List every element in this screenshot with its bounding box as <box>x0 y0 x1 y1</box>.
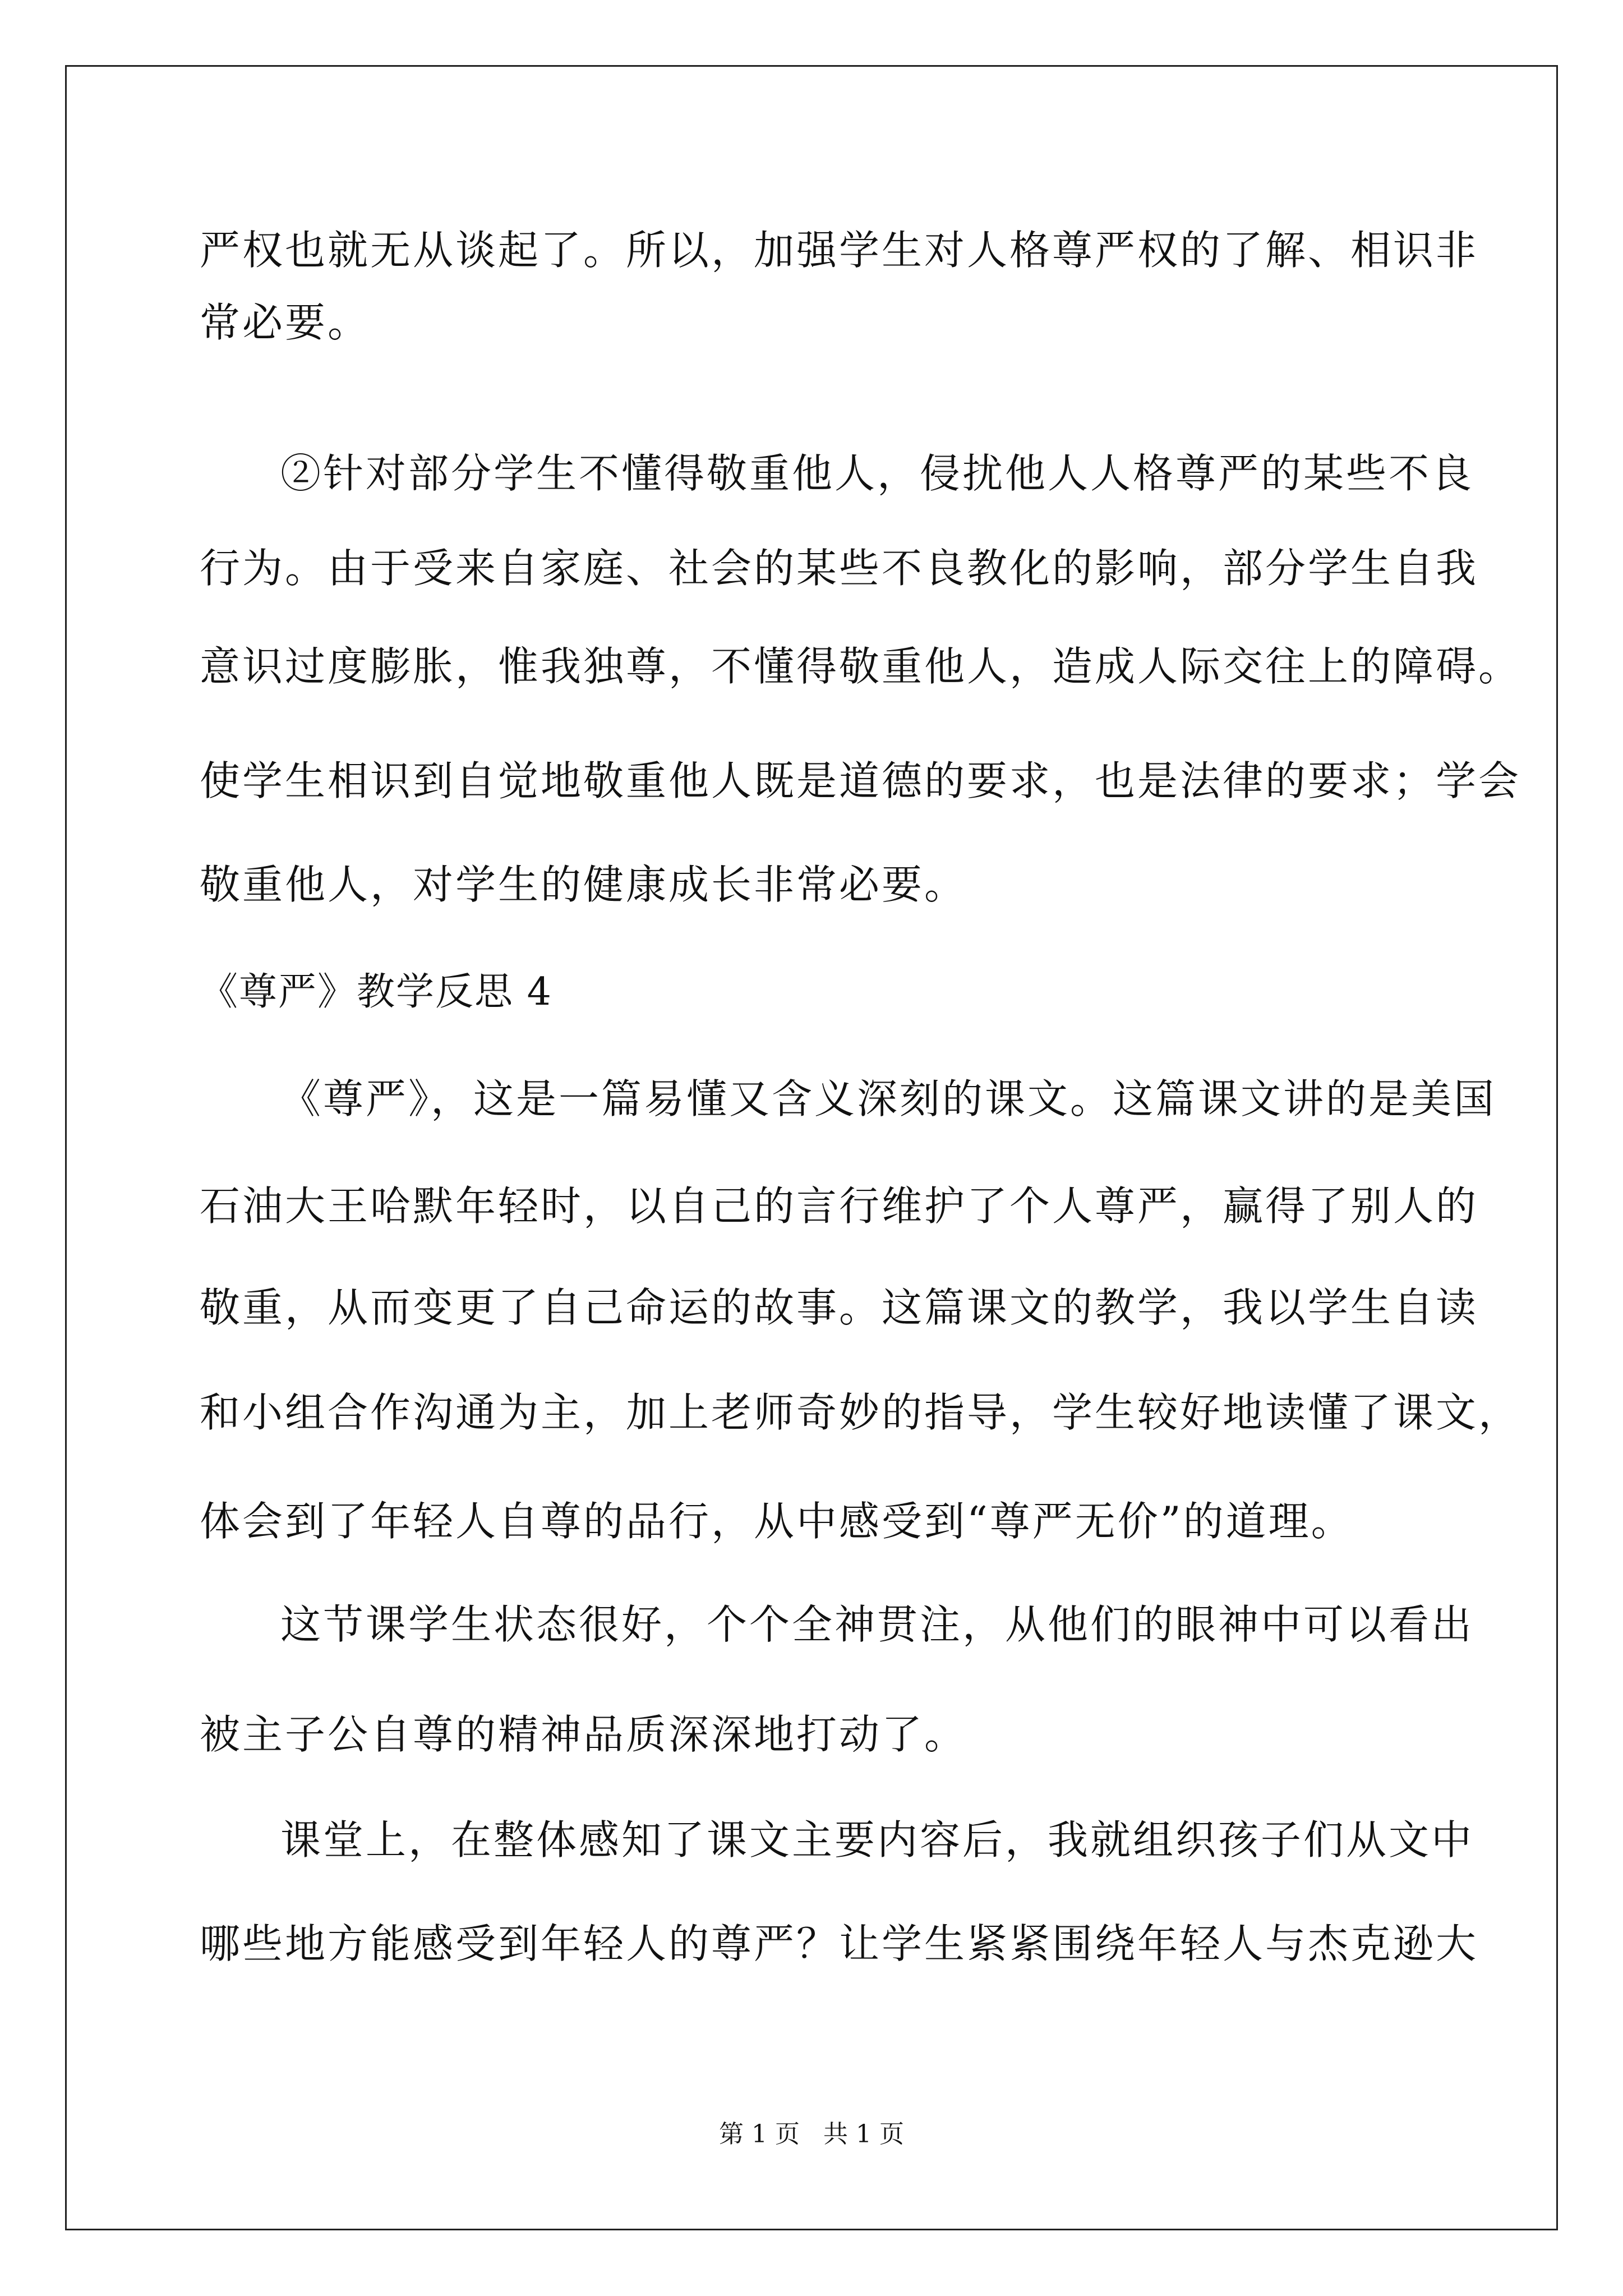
text-line: 哪些地方能感受到年轻人的尊严？让学生紧紧围绕年轻人与杰克逊大 <box>200 1920 1479 1967</box>
text-line: 体会到了年轻人自尊的品行，从中感受到“尊严无价”的道理。 <box>200 1498 1354 1545</box>
text-line: 使学生相识到自觉地敬重他人既是道德的要求，也是法律的要求；学会 <box>200 757 1521 804</box>
text-line: 这节课学生状态很好，个个全神贯注，从他们的眼神中可以看出 <box>280 1601 1474 1648</box>
text-line: ②针对部分学生不懂得敬重他人，侵扰他人人格尊严的某些不良 <box>280 450 1474 497</box>
text-line: 和小组合作沟通为主，加上老师奇妙的指导，学生较好地读懂了课文， <box>200 1389 1521 1436</box>
text-line: 敬重，从而变更了自己命运的故事。这篇课文的教学，我以学生自读 <box>200 1284 1479 1331</box>
text-line: 课堂上，在整体感知了课文主要内容后，我就组织孩子们从文中 <box>280 1816 1474 1864</box>
text-line: 意识过度膨胀，惟我独尊，不懂得敬重他人，造成人际交往上的障碍。 <box>200 643 1521 690</box>
text-line: 严权也就无从谈起了。所以，加强学生对人格尊严权的了解、相识非 <box>200 227 1479 274</box>
text-line: 常必要。 <box>200 299 371 346</box>
page-footer: 第 1 页 共 1 页 <box>719 2120 904 2148</box>
text-line: 《尊严》，这是一篇易懂又含义深刻的课文。这篇课文讲的是美国 <box>280 1075 1497 1122</box>
text-line: 敬重他人，对学生的健康成长非常必要。 <box>200 861 967 908</box>
text-line: 行为。由于受来自家庭、社会的某些不良教化的影响，部分学生自我 <box>200 545 1479 592</box>
text-line: 被主子公自尊的精神品质深深地打动了。 <box>200 1711 967 1758</box>
text-line: 石油大王哈默年轻时，以自己的言行维护了个人尊严，赢得了别人的 <box>200 1182 1479 1230</box>
section-heading: 《尊严》教学反思 4 <box>200 970 552 1014</box>
page-border <box>65 65 1558 2230</box>
